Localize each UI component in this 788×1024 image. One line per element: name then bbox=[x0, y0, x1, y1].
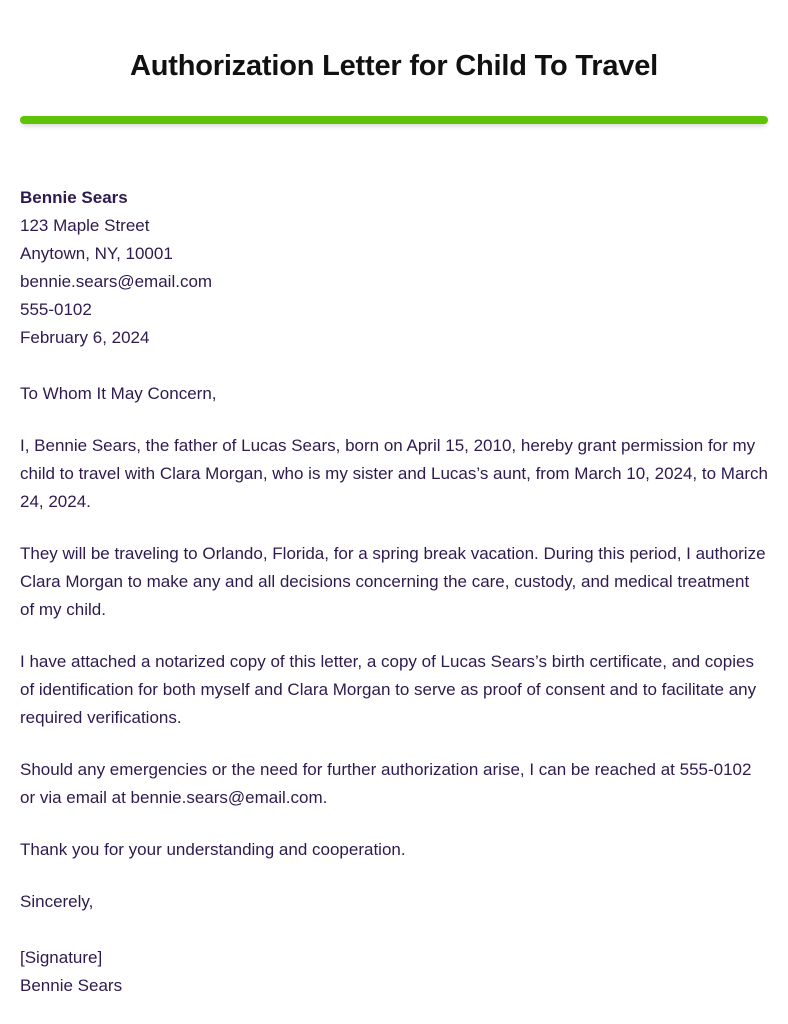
signature-placeholder: [Signature] bbox=[20, 948, 103, 967]
page-title: Authorization Letter for Child To Travel bbox=[130, 50, 658, 82]
sender-name: Bennie Sears bbox=[20, 188, 128, 207]
sender-street: 123 Maple Street bbox=[20, 216, 150, 235]
body-paragraph-2: They will be traveling to Orlando, Florida, for a spring break vacation. During this period, I authorize Clara Morgan to make any and all decisions concerning the care, custody, and medical treatment of my child. bbox=[20, 544, 766, 619]
closing-salutation: Sincerely, bbox=[20, 892, 94, 911]
letter-date: February 6, 2024 bbox=[20, 328, 150, 347]
body-paragraph-1: I, Bennie Sears, the father of Lucas Sears, born on April 15, 2010, hereby grant permission for my child to travel with Clara Morgan, who is my sister and Lucas’s aunt, from March 10, 2024, to March 24, 2024. bbox=[20, 436, 769, 511]
sender-city-state-zip: Anytown, NY, 10001 bbox=[20, 244, 173, 263]
accent-divider bbox=[20, 116, 768, 124]
sender-email: bennie.sears@email.com bbox=[20, 272, 213, 291]
title-divider-wrapper bbox=[20, 116, 768, 128]
signature-block bbox=[20, 944, 768, 1000]
salutation: To Whom It May Concern, bbox=[20, 384, 217, 403]
body-paragraph-4: Should any emergencies or the need for further authorization arise, I can be reached at 555-0102 or via email at bennie.sears@email.com. bbox=[20, 760, 752, 807]
sender-address-block bbox=[20, 184, 768, 352]
body-paragraph-5: Thank you for your understanding and cooperation. bbox=[20, 840, 406, 859]
body-paragraph-3: I have attached a notarized copy of this letter, a copy of Lucas Sears’s birth certificate, and copies of identification for both myself and Clara Morgan to serve as proof of consent and to facilitate any required verifications. bbox=[20, 652, 757, 727]
sender-phone: 555-0102 bbox=[20, 300, 92, 319]
letter-body bbox=[20, 128, 768, 1000]
signatory-name: Bennie Sears bbox=[20, 976, 123, 995]
